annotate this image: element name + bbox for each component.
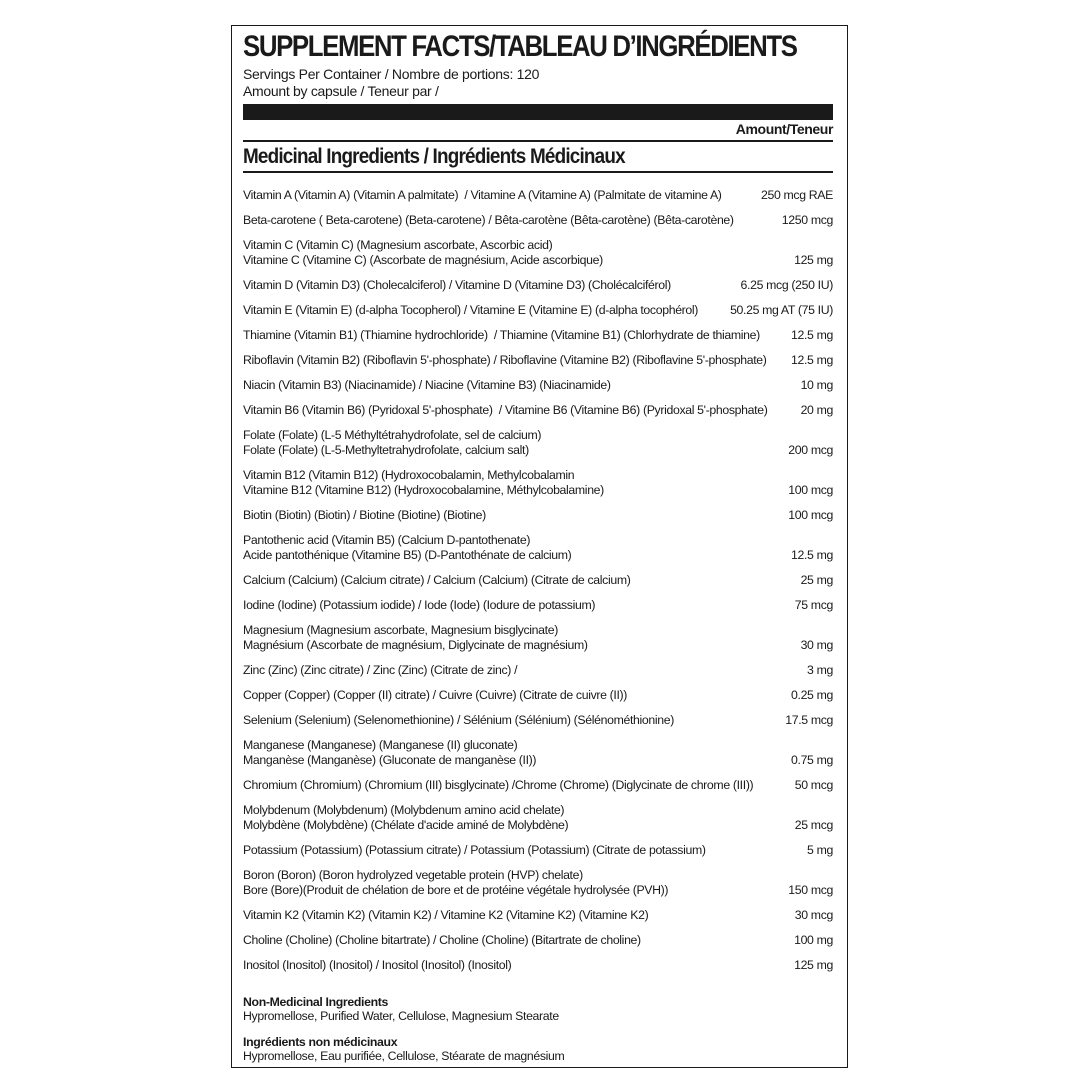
ingredient-amount: 100 mcg <box>788 507 833 522</box>
ingredient-line-2: Magnésium (Ascorbate de magnésium, Diglycinate de magnésium) <box>243 637 588 652</box>
ingredient-line-1: Vitamin A (Vitamin A) (Vitamin A palmitate) / Vitamine A (Vitamine A) (Palmitate de vitamine A) <box>243 187 722 202</box>
ingredient-line-1: Inositol (Inositol) (Inositol) / Inositol (Inositol) (Inositol) <box>243 957 512 972</box>
ingredient-line-1: Folate (Folate) (L-5 Méthyltétrahydrofolate, sel de calcium) <box>243 427 542 442</box>
ingredient-name <box>243 303 698 318</box>
ingredient-amount: 100 mcg <box>788 482 833 497</box>
ingredient-line-1: Pantothenic acid (Vitamin B5) (Calcium D-pantothenate) <box>243 532 531 547</box>
ingredient-line-2: Vitamine C (Vitamine C) (Ascorbate de magnésium, Acide ascorbique) <box>243 252 603 267</box>
ingredient-amount: 25 mg <box>800 572 833 587</box>
ingredient-line-1: Choline (Choline) (Choline bitartrate) / Choline (Choline) (Bitartrate de choline) <box>243 932 641 947</box>
ingredient-line-1: Selenium (Selenium) (Selenomethionine) / Sélénium (Sélénium) (Sélénométhionine) <box>243 712 674 727</box>
ingredient-row <box>243 268 833 293</box>
panel-title: SUPPLEMENT FACTS/TABLEAU D’INGRÉDIENTS <box>243 30 797 63</box>
ingredient-amount: 1250 mcg <box>781 212 833 227</box>
ingredient-amount: 30 mcg <box>794 907 833 922</box>
ingredient-row <box>243 588 833 613</box>
non-medicinal-ingredients-fr <box>243 1035 833 1063</box>
ingredient-line-1: Biotin (Biotin) (Biotin) / Biotine (Biotine) (Biotine) <box>243 507 486 522</box>
ingredient-row <box>243 523 833 563</box>
ingredient-name <box>243 933 641 948</box>
ingredient-line-1: Vitamin K2 (Vitamin K2) (Vitamin K2) / Vitamine K2 (Vitamine K2) (Vitamine K2) <box>243 907 649 922</box>
ingredient-name <box>243 958 511 973</box>
ingredient-line-1: Riboflavin (Vitamin B2) (Riboflavin 5'-phosphate) / Riboflavine (Vitamine B2) (Riboflavine 5'-phosphate) <box>243 352 767 367</box>
ingredient-line-1: Thiamine (Vitamin B1) (Thiamine hydrochloride) / Thiamine (Vitamine B1) (Chlorhydrate de thiamine) <box>243 327 760 342</box>
ingredient-amount: 12.5 mg <box>791 352 833 367</box>
ingredient-amount: 12.5 mg <box>791 547 833 562</box>
ingredient-line-1: Niacin (Vitamin B3) (Niacinamide) / Niacine (Vitamine B3) (Niacinamide) <box>243 377 611 392</box>
medicinal-ingredients-heading: Medicinal Ingredients / Ingrédients Médicinaux <box>243 145 625 168</box>
ingredient-name <box>243 468 604 498</box>
ingredient-row <box>243 948 833 973</box>
ingredient-name <box>243 328 760 343</box>
ingredient-row <box>243 768 833 793</box>
ingredient-line-2: Bore (Bore)(Produit de chélation de bore et de protéine végétale hydrolysée (PVH)) <box>243 882 669 897</box>
non-medicinal-ingredients-en <box>243 995 833 1023</box>
ingredient-name <box>243 688 627 703</box>
ingredient-row <box>243 833 833 858</box>
ingredient-line-2: Folate (Folate) (L-5-Methyltetrahydrofolate, calcium salt) <box>243 442 529 457</box>
ingredient-amount: 12.5 mg <box>791 327 833 342</box>
ingredient-amount: 150 mcg <box>788 882 833 897</box>
ingredient-row <box>243 793 833 833</box>
thick-divider <box>243 104 833 120</box>
ingredient-line-1: Vitamin B6 (Vitamin B6) (Pyridoxal 5'-phosphate) / Vitamine B6 (Vitamine B6) (Pyridoxal 5'-phosphate) <box>243 402 768 417</box>
ingredient-amount: 3 mg <box>807 662 833 677</box>
divider <box>243 140 833 142</box>
ingredient-row <box>243 178 833 203</box>
ingredient-name <box>243 573 630 588</box>
ingredient-name <box>243 908 648 923</box>
ingredient-amount: 50 mcg <box>794 777 833 792</box>
ingredient-line-2: Vitamine B12 (Vitamine B12) (Hydroxocobalamine, Méthylcobalamine) <box>243 482 604 497</box>
ingredient-row <box>243 563 833 588</box>
ingredient-name <box>243 533 571 563</box>
ingredient-name <box>243 188 722 203</box>
ingredient-row <box>243 653 833 678</box>
ingredient-row <box>243 293 833 318</box>
ingredient-row <box>243 613 833 653</box>
amount-by-capsule: Amount by capsule / Teneur par / <box>243 83 439 99</box>
ingredient-line-1: Potassium (Potassium) (Potassium citrate) / Potassium (Potassium) (Citrate de potassium) <box>243 842 706 857</box>
ingredient-line-1: Copper (Copper) (Copper (II) citrate) / Cuivre (Cuivre) (Citrate de cuivre (II)) <box>243 687 628 702</box>
ingredient-amount: 50.25 mg AT (75 IU) <box>730 302 833 317</box>
ingredient-amount: 200 mcg <box>788 442 833 457</box>
ingredient-line-1: Calcium (Calcium) (Calcium citrate) / Calcium (Calcium) (Citrate de calcium) <box>243 572 631 587</box>
ingredient-line-2: Molybdène (Molybdène) (Chélate d'acide aminé de Molybdène) <box>243 817 569 832</box>
ingredient-row <box>243 318 833 343</box>
ingredient-line-1: Vitamin D (Vitamin D3) (Cholecalciferol) / Vitamine D (Vitamine D3) (Cholécalciférol) <box>243 277 671 292</box>
ingredient-amount: 30 mg <box>800 637 833 652</box>
ingredient-row <box>243 393 833 418</box>
ingredient-amount: 5 mg <box>807 842 833 857</box>
ingredient-line-1: Chromium (Chromium) (Chromium (III) bisglycinate) /Chrome (Chrome) (Diglycinate de chrome (III)) <box>243 777 754 792</box>
ingredient-row <box>243 858 833 898</box>
ingredient-name <box>243 403 767 418</box>
ingredient-row <box>243 343 833 368</box>
supplement-facts-panel <box>231 25 848 1068</box>
ingredient-row <box>243 728 833 768</box>
ingredient-row <box>243 923 833 948</box>
ingredient-line-1: Vitamin E (Vitamin E) (d-alpha Tocopherol) / Vitamine E (Vitamine E) (d-alpha tocophérol) <box>243 302 699 317</box>
ingredient-row <box>243 498 833 523</box>
ingredient-amount: 125 mg <box>794 252 833 267</box>
ingredient-line-1: Vitamin C (Vitamin C) (Magnesium ascorbate, Ascorbic acid) <box>243 237 553 252</box>
ingredient-amount: 250 mcg RAE <box>760 187 833 202</box>
ingredient-name <box>243 623 588 653</box>
ingredient-row <box>243 703 833 728</box>
non-medicinal-heading-fr: Ingrédients non médicinaux <box>243 1034 398 1049</box>
non-medicinal-list-fr: Hypromellose, Eau purifiée, Cellulose, Stéarate de magnésium <box>243 1048 565 1063</box>
non-medicinal-list-en: Hypromellose, Purified Water, Cellulose, Magnesium Stearate <box>243 1008 559 1023</box>
ingredient-name <box>243 428 541 458</box>
ingredient-amount: 6.25 mcg (250 IU) <box>740 277 833 292</box>
amount-column-header: Amount/Teneur <box>735 121 833 137</box>
ingredient-amount: 10 mg <box>800 377 833 392</box>
ingredient-name <box>243 598 595 613</box>
ingredient-name <box>243 738 536 768</box>
ingredient-row <box>243 368 833 393</box>
ingredient-name <box>243 713 674 728</box>
ingredient-name <box>243 353 767 368</box>
ingredient-row <box>243 678 833 703</box>
ingredient-row <box>243 228 833 268</box>
ingredient-name <box>243 663 517 678</box>
ingredient-line-1: Manganese (Manganese) (Manganese (II) gluconate) <box>243 737 518 752</box>
ingredient-name <box>243 508 486 523</box>
ingredient-line-1: Boron (Boron) (Boron hydrolyzed vegetable protein (HVP) chelate) <box>243 867 583 882</box>
ingredient-line-1: Magnesium (Magnesium ascorbate, Magnesium bisglycinate) <box>243 622 558 637</box>
ingredient-name <box>243 843 706 858</box>
ingredient-line-1: Vitamin B12 (Vitamin B12) (Hydroxocobalamin, Methylcobalamin <box>243 467 575 482</box>
non-medicinal-heading-en: Non-Medicinal Ingredients <box>243 994 388 1009</box>
ingredient-amount: 0.75 mg <box>791 752 833 767</box>
ingredient-line-1: Zinc (Zinc) (Zinc citrate) / Zinc (Zinc) (Citrate de zinc) / <box>243 662 518 677</box>
ingredient-name <box>243 803 568 833</box>
ingredient-line-1: Beta-carotene ( Beta-carotene) (Beta-carotene) / Bêta-carotène (Bêta-carotène) (Bêta-carotène) <box>243 212 734 227</box>
ingredient-name <box>243 868 668 898</box>
ingredient-amount: 20 mg <box>800 402 833 417</box>
ingredient-amount: 75 mcg <box>794 597 833 612</box>
ingredient-line-2: Manganèse (Manganèse) (Gluconate de manganèse (II)) <box>243 752 537 767</box>
ingredient-line-1: Iodine (Iodine) (Potassium iodide) / Iode (Iode) (Iodure de potassium) <box>243 597 596 612</box>
ingredient-list <box>243 178 833 973</box>
ingredient-row <box>243 418 833 458</box>
ingredient-name <box>243 278 671 293</box>
ingredient-amount: 25 mcg <box>794 817 833 832</box>
ingredient-row <box>243 203 833 228</box>
ingredient-line-1: Molybdenum (Molybdenum) (Molybdenum amino acid chelate) <box>243 802 565 817</box>
divider <box>243 171 833 173</box>
ingredient-name <box>243 213 734 228</box>
ingredient-amount: 17.5 mcg <box>785 712 833 727</box>
ingredient-name <box>243 378 611 393</box>
ingredient-amount: 0.25 mg <box>791 687 833 702</box>
ingredient-amount: 100 mg <box>794 932 833 947</box>
ingredient-line-2: Acide pantothénique (Vitamine B5) (D-Pantothénate de calcium) <box>243 547 572 562</box>
servings-per-container: Servings Per Container / Nombre de portions: 120 <box>243 66 540 82</box>
ingredient-name <box>243 238 603 268</box>
ingredient-amount: 125 mg <box>794 957 833 972</box>
ingredient-row <box>243 458 833 498</box>
ingredient-row <box>243 898 833 923</box>
ingredient-name <box>243 778 753 793</box>
